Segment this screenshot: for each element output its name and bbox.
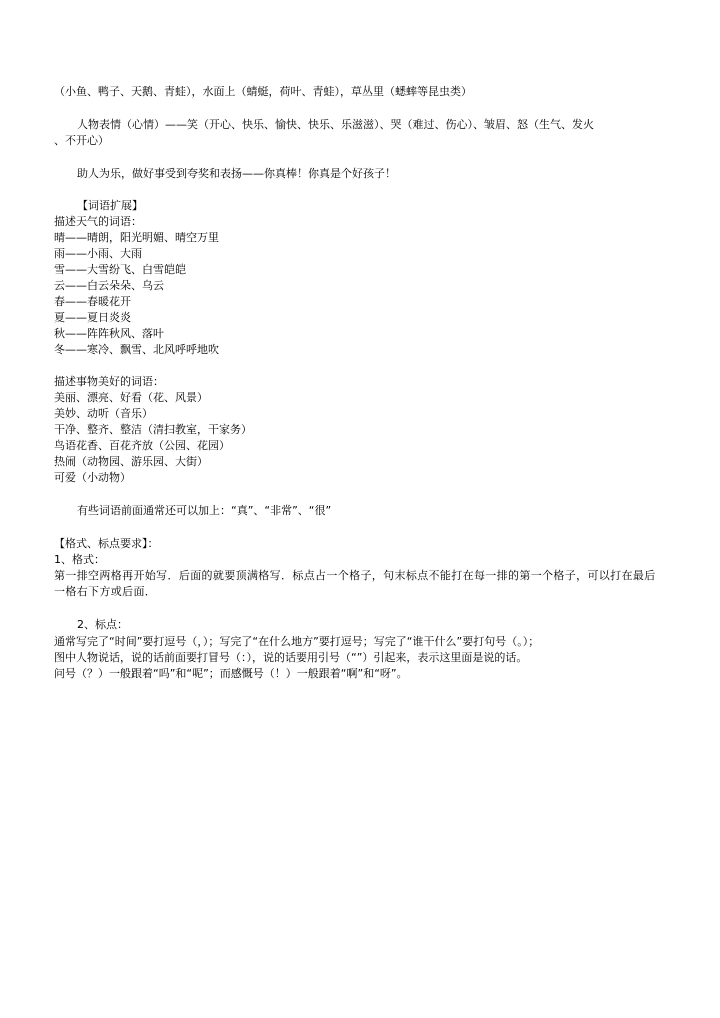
format-heading: 【格式、标点要求】：	[54, 537, 159, 550]
punctuation-rule: 通常写完了“时间”要打逗号（，）；写完了“在什么地方”要打逗号；写完了“谁干什么”要打句号（。）；	[54, 635, 540, 648]
beauty-word-item: 可爱（小动物）	[54, 471, 131, 484]
weather-words-title: 描述天气的词语：	[54, 215, 142, 228]
punctuation-item-title: 2、标点：	[77, 618, 128, 631]
weather-word-item: 秋——阵阵秋风、落叶	[54, 327, 164, 340]
adverb-note: 有些词语前面通常还可以加上：“真”、“非常”、“很”	[77, 504, 332, 517]
beauty-word-item: 鸟语花香、百花齐放（公园、花园）	[54, 439, 230, 452]
vocab-heading: 【词语扩展】	[77, 199, 143, 212]
weather-word-item: 春——春暖花开	[54, 295, 131, 308]
punctuation-rule: 图中人物说话，说的话前面要打冒号（：），说的话要用引号（“”）引起来，表示这里面是说的话。	[54, 651, 528, 664]
beauty-words-title: 描述事物美好的词语：	[54, 375, 164, 388]
weather-word-item: 冬——寒冷、飘雪、北风呼呼地吹	[54, 343, 219, 356]
emotions-line-continued: 、不开心）	[54, 134, 109, 147]
weather-word-item: 云——白云朵朵、乌云	[54, 279, 164, 292]
praise-line: 助人为乐，做好事受到夸奖和表扬——你真棒！你真是个好孩子！	[77, 167, 396, 180]
weather-word-item: 夏——夏日炎炎	[54, 311, 131, 324]
format-rule-text: 第一排空两格再开始写．后面的就要顶满格写．标点占一个格子，句末标点不能打在每一排的第一个格子，可以打在最后一格右下方或后面．	[54, 569, 656, 598]
beauty-word-item: 热闹（动物园、游乐园、大街）	[54, 455, 208, 468]
weather-word-item: 雪——大雪纷飞、白雪皑皑	[54, 263, 186, 276]
weather-word-item: 晴——晴朗，阳光明媚、晴空万里	[54, 231, 219, 244]
emotions-line: 人物表情（心情）——笑（开心、快乐、愉快、快乐、乐滋滋）、哭（难过、伤心）、皱眉、怒（生气、发火	[77, 118, 594, 131]
habitat-line: （小鱼、鸭子、天鹅、青蛙），水面上（蜻蜓，荷叶、青蛙），草丛里（蟋蟀等昆虫类）	[54, 85, 472, 98]
punctuation-rule: 问号（？）一般跟着“吗”和“呢”；而感慨号（！）一般跟着“啊”和“呀”。	[54, 667, 408, 680]
beauty-word-item: 美妙、动听（音乐）	[54, 407, 153, 420]
format-item-title: 1、格式：	[54, 553, 105, 566]
beauty-word-item: 干净、整齐、整洁（清扫教室，干家务）	[54, 423, 252, 436]
weather-word-item: 雨——小雨、大雨	[54, 247, 142, 260]
beauty-word-item: 美丽、漂亮、好看（花、风景）	[54, 391, 208, 404]
